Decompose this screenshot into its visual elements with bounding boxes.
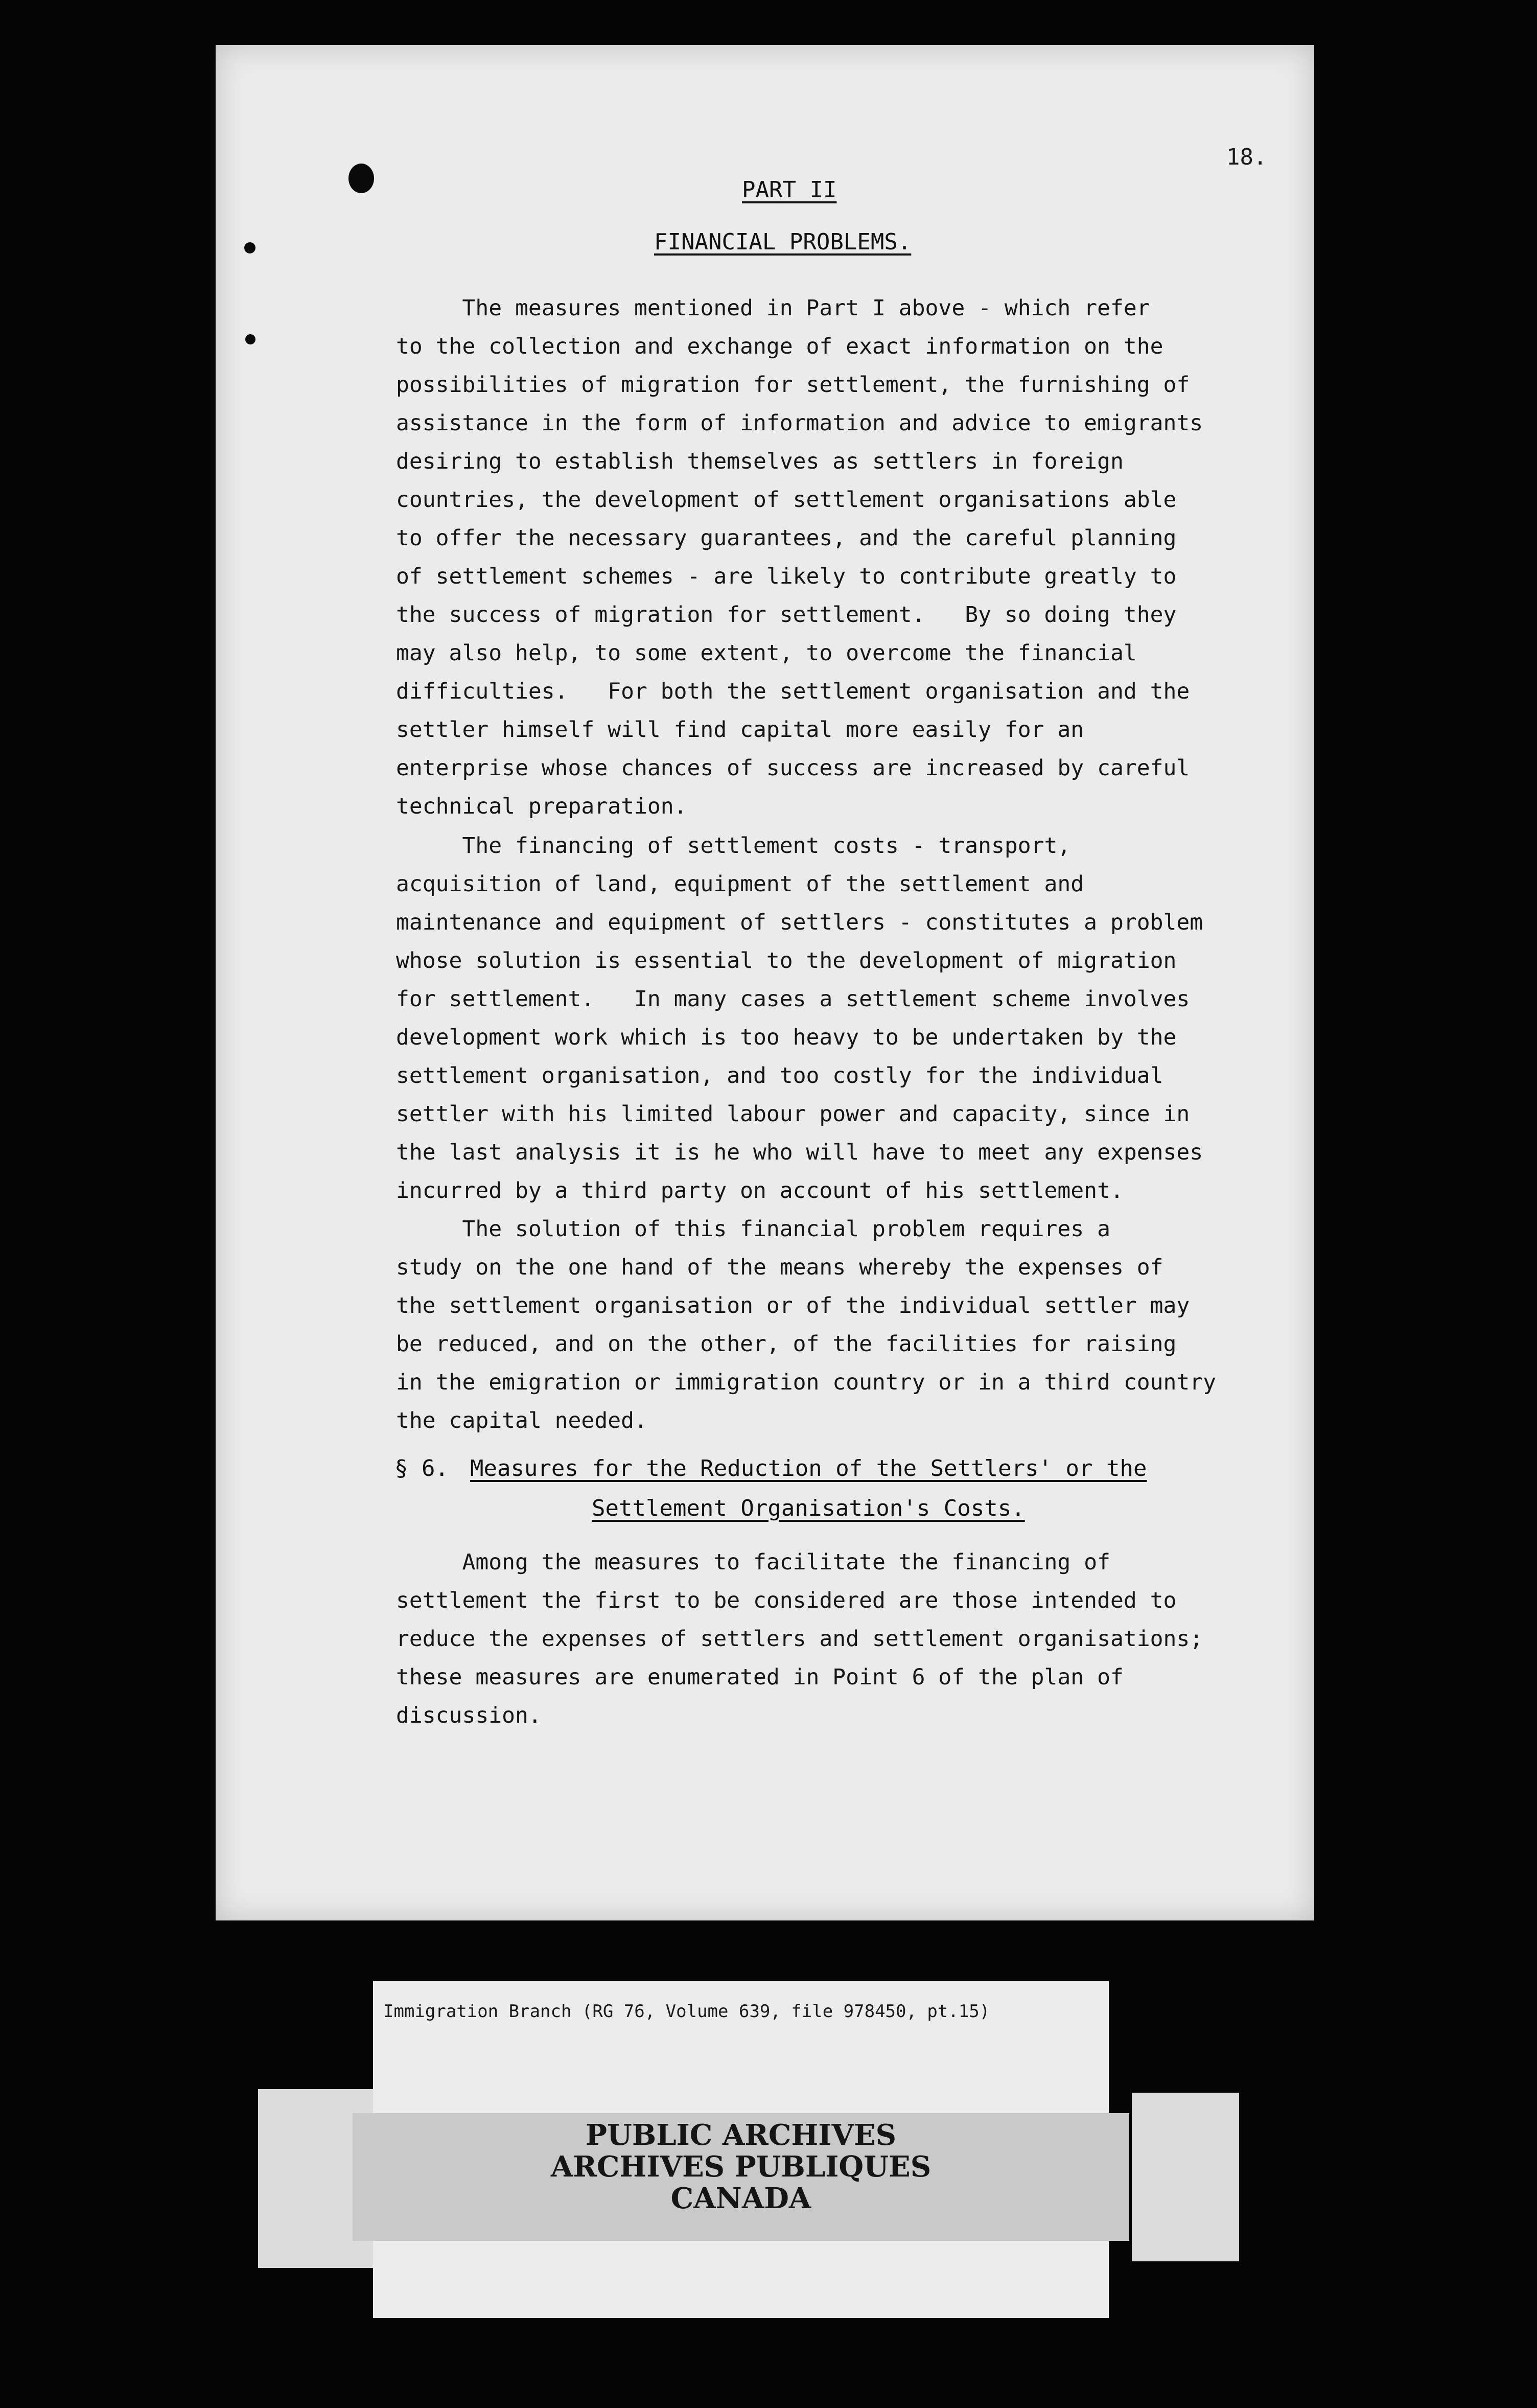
paragraph-among: Among the measures to facilitate the financing of settlement the first to be considered are those intended to reduce the expenses of settlers and settlement organisations; these measures are enumerated in Point 6 of the plan of discussion. [396,1549,1203,1728]
page-number: 18. [1226,144,1267,170]
archive-tape-right [1132,2093,1239,2261]
archive-stamp [353,2113,1129,2241]
punch-hole [244,242,255,253]
stamp-line-archives-publiques: ARCHIVES PUBLIQUES [550,2150,931,2184]
punch-hole [245,334,255,344]
stamp-line-public-archives: PUBLIC ARCHIVES [585,2118,897,2152]
part-heading: PART II [742,177,837,203]
section-title-line2: Settlement Organisation's Costs. [592,1495,1025,1521]
paragraph-financing: The financing of settlement costs - transport, acquisition of land, equipment of the settlement and maintenance and equipment of settlers - constitutes a problem whose solution is essential to the development of migration for settlement. In many cases a settlement scheme involves development work which is too heavy to be undertaken by the settlement organisation, and too costly for the individual settler with his limited labour power and capacity, since in the last analysis it is he who will have to meet any expenses incurred by a third party on account of his settlement. [396,833,1203,1203]
section-mark: § 6. [394,1455,449,1481]
stamp-text [353,2119,1129,2214]
section-title-line1: Measures for the Reduction of the Settlers' or the [470,1455,1147,1481]
punch-hole [348,164,374,193]
financial-heading: FINANCIAL PROBLEMS. [654,229,912,255]
paragraph-measures: The measures mentioned in Part I above - which refer to the collection and exchange of exact information on the possibilities of migration for settlement, the furnishing of assistance in the form of information and advice to emigrants desiring to establish themselves as settlers in foreign countries, the development of settlement organisations able to offer the necessary guarantees, and the careful planning of settlement schemes - are likely to contribute greatly to the success of migration for settlement. By so doing they may also help, to some extent, to overcome the financial difficulties. For both the settlement organisation and the settler himself will find capital more easily for an enterprise whose chances of success are increased by careful technical preparation. [396,295,1203,819]
stamp-line-canada: CANADA [670,2182,811,2215]
paragraph-solution: The solution of this financial problem requires a study on the one hand of the means whereby the expenses of the settlement organisation or of the individual settler may be reduced, and on the other, of the facilities for raising in the emigration or immigration country or in a third country the capital needed. [396,1216,1217,1433]
archive-reference: Immigration Branch (RG 76, Volume 639, file 978450, pt.15) [383,2001,990,2022]
section-heading [394,1455,1147,1481]
